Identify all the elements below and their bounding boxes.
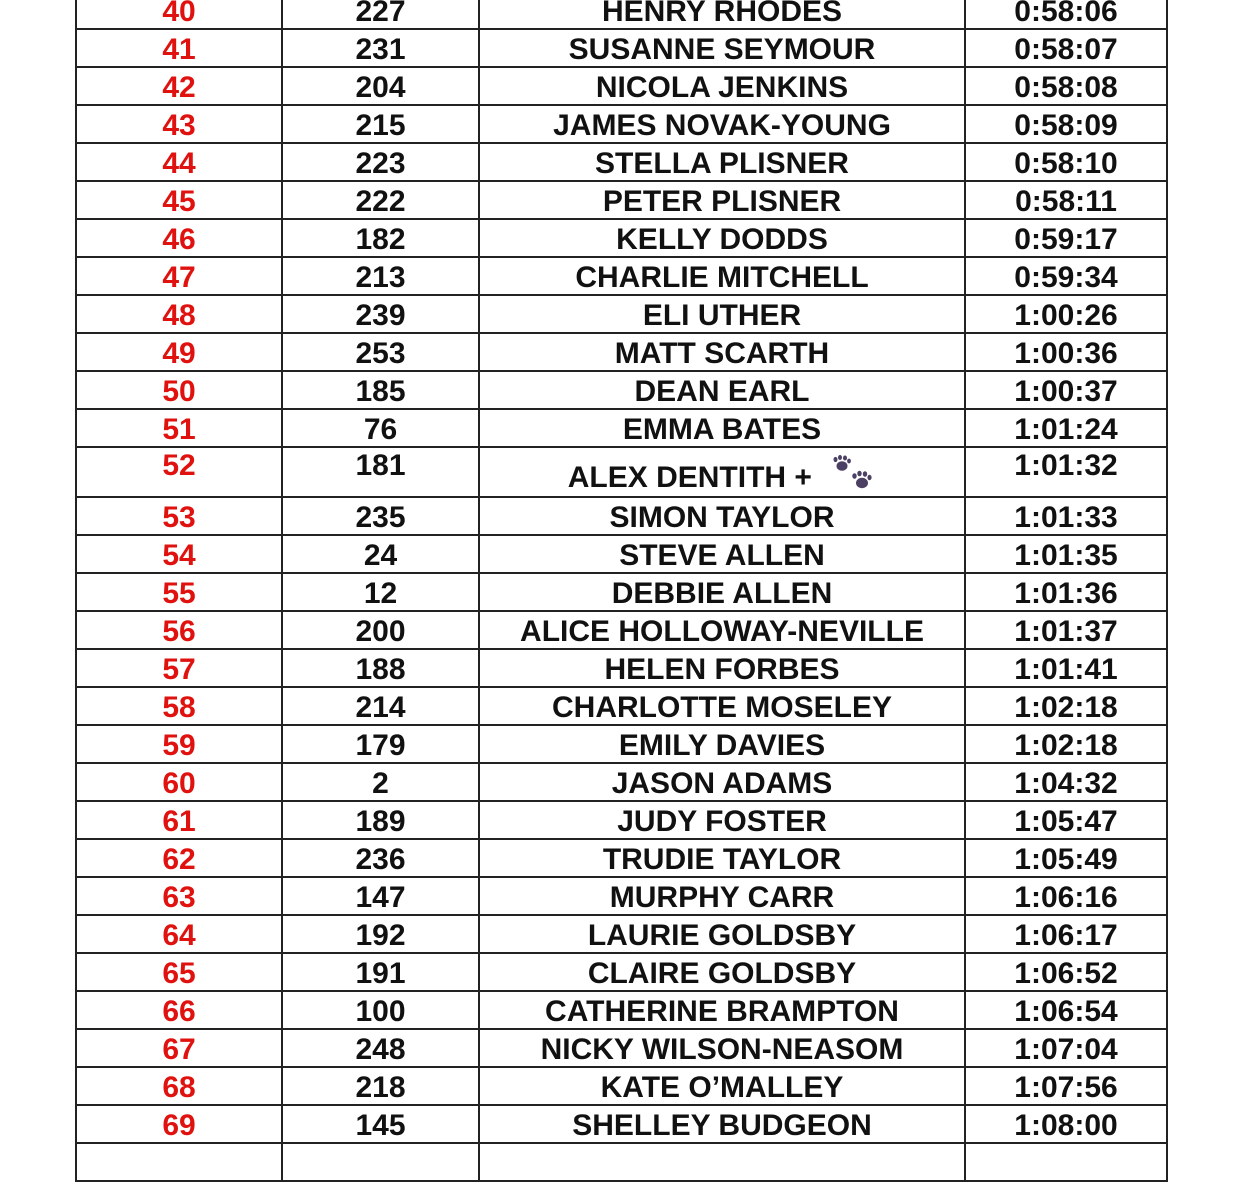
bib-number-text: 214 [355, 691, 406, 724]
runner-name-cell [479, 611, 965, 649]
finish-time-text: 1:06:54 [1014, 995, 1118, 1028]
finish-time-text: 1:00:36 [1014, 337, 1118, 370]
runner-name-text: EMMA BATES [622, 413, 822, 446]
finish-time-cell [965, 877, 1167, 915]
bib-number-cell [282, 1067, 479, 1105]
finish-time-cell [965, 1029, 1167, 1067]
finish-time-text: 1:04:32 [1014, 767, 1118, 800]
runner-name-text: NICOLA JENKINS [595, 71, 849, 104]
position-text: 45 [162, 185, 196, 218]
results-table-body [76, 0, 1167, 1181]
bib-number-text: 192 [355, 919, 406, 952]
position-text: 42 [162, 71, 196, 104]
finish-time-cell [965, 915, 1167, 953]
runner-name-cell [479, 143, 965, 181]
runner-name-cell [479, 67, 965, 105]
position-cell [76, 1105, 282, 1143]
finish-time-text: 0:58:06 [1014, 0, 1118, 28]
finish-time-text: 1:07:04 [1014, 1033, 1118, 1066]
finish-time-text: 0:58:09 [1014, 109, 1118, 142]
bib-number-text: 182 [355, 223, 406, 256]
bib-number-cell [282, 687, 479, 725]
runner-name-cell [479, 447, 965, 497]
finish-time-text: 1:07:56 [1014, 1071, 1118, 1104]
runner-name-text: PETER PLISNER [602, 185, 842, 218]
bib-number-cell [282, 0, 479, 29]
runner-name-cell [479, 1143, 965, 1181]
finish-time-cell [965, 447, 1167, 497]
table-row [76, 0, 1167, 29]
bib-number-cell [282, 105, 479, 143]
table-row [76, 1029, 1167, 1067]
finish-time-text: 0:58:10 [1014, 147, 1118, 180]
bib-number-text: 189 [355, 805, 406, 838]
table-row [76, 725, 1167, 763]
finish-time-text: 0:58:07 [1014, 33, 1118, 66]
runner-name-text: ALICE HOLLOWAY-NEVILLE [520, 615, 924, 648]
bib-number-cell [282, 839, 479, 877]
position-cell [76, 67, 282, 105]
position-cell [76, 877, 282, 915]
runner-name-text: CHARLIE MITCHELL [575, 261, 869, 294]
table-row [76, 877, 1167, 915]
bib-number-cell [282, 535, 479, 573]
finish-time-text: 1:01:36 [1014, 577, 1118, 610]
bib-number-text: 213 [355, 261, 406, 294]
runner-name-cell [479, 371, 965, 409]
position-text: 48 [162, 299, 196, 332]
finish-time-cell [965, 257, 1167, 295]
runner-name-text: HENRY RHODES [601, 0, 843, 28]
position-text: 65 [162, 957, 196, 990]
bib-number-text: 200 [355, 615, 406, 648]
runner-name-cell [479, 105, 965, 143]
runner-name-cell [479, 991, 965, 1029]
finish-time-cell [965, 497, 1167, 535]
finish-time-text: 1:00:37 [1014, 375, 1118, 408]
position-cell [76, 1067, 282, 1105]
table-row [76, 915, 1167, 953]
position-cell [76, 991, 282, 1029]
position-text: 59 [162, 729, 196, 762]
finish-time-cell [965, 143, 1167, 181]
bib-number-cell [282, 801, 479, 839]
position-cell [76, 839, 282, 877]
runner-name-text: KATE O’MALLEY [600, 1071, 844, 1104]
table-row [76, 649, 1167, 687]
position-text: 57 [162, 653, 196, 686]
runner-name-cell [479, 333, 965, 371]
bib-number-cell [282, 143, 479, 181]
position-cell [76, 953, 282, 991]
finish-time-cell [965, 0, 1167, 29]
bib-number-text: 181 [355, 449, 406, 482]
position-cell [76, 611, 282, 649]
runner-name-cell [479, 687, 965, 725]
finish-time-cell [965, 953, 1167, 991]
runner-name-text: ALEX DENTITH + [567, 461, 812, 494]
results-table [75, 0, 1168, 1182]
bib-number-cell [282, 219, 479, 257]
bib-number-cell [282, 181, 479, 219]
position-cell [76, 535, 282, 573]
runner-name-cell [479, 295, 965, 333]
finish-time-cell [965, 1067, 1167, 1105]
finish-time-cell [965, 1143, 1167, 1181]
bib-number-cell [282, 915, 479, 953]
position-cell [76, 219, 282, 257]
finish-time-cell [965, 219, 1167, 257]
position-text: 58 [162, 691, 196, 724]
runner-name-cell [479, 409, 965, 447]
runner-name-cell [479, 257, 965, 295]
runner-name-cell [479, 573, 965, 611]
table-row [76, 991, 1167, 1029]
position-text: 63 [162, 881, 196, 914]
finish-time-cell [965, 611, 1167, 649]
finish-time-text: 0:58:11 [1015, 185, 1117, 218]
runner-name-text: DEAN EARL [634, 375, 810, 408]
position-text: 40 [162, 0, 196, 28]
finish-time-text: 0:59:17 [1014, 223, 1118, 256]
runner-name-cell [479, 725, 965, 763]
table-row [76, 67, 1167, 105]
finish-time-text: 0:58:08 [1014, 71, 1118, 104]
runner-name-text: MURPHY CARR [609, 881, 835, 914]
bib-number-cell [282, 257, 479, 295]
bib-number-text: 24 [363, 539, 398, 572]
position-cell [76, 497, 282, 535]
position-cell [76, 295, 282, 333]
runner-name-cell [479, 181, 965, 219]
runner-name-text: SUSANNE SEYMOUR [568, 33, 876, 66]
table-row [76, 29, 1167, 67]
table-row [76, 257, 1167, 295]
finish-time-cell [965, 333, 1167, 371]
position-text: 56 [162, 615, 196, 648]
position-cell [76, 409, 282, 447]
runner-name-cell [479, 763, 965, 801]
bib-number-text: 147 [355, 881, 406, 914]
table-row [76, 801, 1167, 839]
bib-number-text: 191 [355, 957, 406, 990]
runner-name-text: STELLA PLISNER [595, 147, 849, 180]
finish-time-text: 1:02:18 [1014, 691, 1118, 724]
runner-name-text: JASON ADAMS [611, 767, 833, 800]
position-cell [76, 725, 282, 763]
bib-number-text: 227 [355, 0, 406, 28]
runner-name-cell [479, 1067, 965, 1105]
table-row [76, 333, 1167, 371]
runner-name-text: CLAIRE GOLDSBY [587, 957, 857, 990]
table-row [76, 687, 1167, 725]
bib-number-text: 215 [355, 109, 406, 142]
bib-number-cell [282, 573, 479, 611]
runner-name-cell [479, 839, 965, 877]
bib-number-text: 236 [355, 843, 406, 876]
runner-name-cell [479, 1029, 965, 1067]
table-row [76, 143, 1167, 181]
finish-time-text: 1:01:41 [1014, 653, 1118, 686]
bib-number-cell [282, 409, 479, 447]
runner-name-text: SHELLEY BUDGEON [572, 1109, 872, 1142]
bib-number-cell [282, 725, 479, 763]
position-text: 62 [162, 843, 196, 876]
finish-time-text: 1:02:18 [1014, 729, 1118, 762]
table-row [76, 181, 1167, 219]
runner-name-text: ELI UTHER [642, 299, 802, 332]
position-text: 53 [162, 501, 196, 534]
position-text: 61 [162, 805, 196, 838]
table-row [76, 497, 1167, 535]
runner-name-text: DEBBIE ALLEN [611, 577, 833, 610]
finish-time-cell [965, 29, 1167, 67]
position-text: 44 [162, 147, 196, 180]
position-cell [76, 0, 282, 29]
finish-time-text: 1:05:49 [1014, 843, 1118, 876]
runner-name-text: LAURIE GOLDSBY [587, 919, 857, 952]
bib-number-cell [282, 371, 479, 409]
position-cell [76, 573, 282, 611]
position-text: 64 [162, 919, 196, 952]
finish-time-text: 1:08:00 [1014, 1109, 1118, 1142]
runner-name-text: STEVE ALLEN [619, 539, 825, 572]
bib-number-text: 145 [355, 1109, 406, 1142]
bib-number-cell [282, 1029, 479, 1067]
finish-time-cell [965, 763, 1167, 801]
finish-time-text: 1:06:17 [1014, 919, 1118, 952]
table-row [76, 371, 1167, 409]
position-cell [76, 257, 282, 295]
runner-name-cell [479, 29, 965, 67]
position-cell [76, 915, 282, 953]
finish-time-text: 1:01:37 [1014, 615, 1118, 648]
table-row [76, 839, 1167, 877]
position-cell [76, 1143, 282, 1181]
bib-number-cell [282, 29, 479, 67]
position-cell [76, 763, 282, 801]
runner-name-text: JUDY FOSTER [617, 805, 827, 838]
position-cell [76, 687, 282, 725]
table-row [76, 447, 1167, 497]
position-text: 60 [162, 767, 196, 800]
position-cell [76, 801, 282, 839]
position-cell [76, 447, 282, 497]
finish-time-cell [965, 409, 1167, 447]
bib-number-text: 248 [355, 1033, 406, 1066]
position-text: 69 [162, 1109, 196, 1142]
bib-number-text: 185 [355, 375, 406, 408]
bib-number-cell [282, 295, 479, 333]
runner-name-text: HELEN FORBES [604, 653, 840, 686]
position-text: 46 [162, 223, 196, 256]
finish-time-text: 1:01:33 [1014, 501, 1118, 534]
finish-time-cell [965, 1105, 1167, 1143]
bib-number-cell [282, 1143, 479, 1181]
bib-number-cell [282, 611, 479, 649]
bib-number-text: 222 [355, 185, 406, 218]
position-cell [76, 29, 282, 67]
bib-number-cell [282, 497, 479, 535]
position-cell [76, 143, 282, 181]
table-row [76, 295, 1167, 333]
finish-time-text: 1:06:16 [1014, 881, 1118, 914]
table-row [76, 763, 1167, 801]
bib-number-cell [282, 991, 479, 1029]
bib-number-cell [282, 953, 479, 991]
position-text: 54 [162, 539, 196, 572]
bib-number-text: 239 [355, 299, 406, 332]
runner-name-text: EMILY DAVIES [618, 729, 826, 762]
finish-time-cell [965, 801, 1167, 839]
table-row [76, 219, 1167, 257]
finish-time-cell [965, 573, 1167, 611]
bib-number-text: 231 [355, 33, 406, 66]
bib-number-cell [282, 333, 479, 371]
finish-time-text: 1:00:26 [1014, 299, 1118, 332]
position-text: 41 [162, 33, 196, 66]
bib-number-cell [282, 447, 479, 497]
runner-name-cell [479, 649, 965, 687]
bib-number-cell [282, 649, 479, 687]
bib-number-text: 100 [355, 995, 406, 1028]
runner-name-text: KELLY DODDS [616, 223, 828, 256]
position-cell [76, 371, 282, 409]
bib-number-text: 218 [355, 1071, 406, 1104]
runner-name-text: JAMES NOVAK-YOUNG [553, 109, 891, 142]
runner-name-text: NICKY WILSON-NEASOM [540, 1033, 904, 1066]
table-row [76, 1105, 1167, 1143]
position-text: 52 [162, 449, 196, 482]
bib-number-text: 76 [363, 413, 398, 446]
finish-time-text: 1:01:35 [1014, 539, 1118, 572]
position-text: 55 [162, 577, 196, 610]
finish-time-cell [965, 105, 1167, 143]
bib-number-text: 188 [355, 653, 406, 686]
runner-name-cell [479, 953, 965, 991]
runner-name-text: CATHERINE BRAMPTON [545, 995, 899, 1028]
finish-time-cell [965, 295, 1167, 333]
runner-name-cell [479, 1105, 965, 1143]
table-row [76, 611, 1167, 649]
table-row [76, 1143, 1167, 1181]
position-cell [76, 649, 282, 687]
runner-name-text: SIMON TAYLOR [609, 501, 835, 534]
finish-time-cell [965, 991, 1167, 1029]
table-row [76, 1067, 1167, 1105]
position-text: 49 [162, 337, 196, 370]
finish-time-cell [965, 67, 1167, 105]
finish-time-text: 1:01:32 [1014, 449, 1118, 482]
runner-name-text: CHARLOTTE MOSELEY [551, 691, 892, 724]
position-cell [76, 1029, 282, 1067]
finish-time-cell [965, 687, 1167, 725]
finish-time-text: 0:59:34 [1014, 261, 1118, 294]
bib-number-cell [282, 1105, 479, 1143]
position-text: 50 [162, 375, 196, 408]
bib-number-cell [282, 877, 479, 915]
bib-number-cell [282, 67, 479, 105]
paw-prints-icon [832, 455, 876, 493]
finish-time-text: 1:06:52 [1014, 957, 1118, 990]
position-cell [76, 333, 282, 371]
bib-number-text: 235 [355, 501, 406, 534]
position-text: 47 [162, 261, 196, 294]
bib-number-text: 12 [363, 577, 398, 610]
bib-number-text: 2 [372, 767, 389, 800]
finish-time-cell [965, 725, 1167, 763]
bib-number-text: 204 [355, 71, 406, 104]
table-row [76, 535, 1167, 573]
table-row [76, 953, 1167, 991]
bib-number-text: 223 [355, 147, 406, 180]
position-text: 43 [162, 109, 196, 142]
runner-name-text: TRUDIE TAYLOR [602, 843, 842, 876]
position-cell [76, 181, 282, 219]
position-text: 67 [162, 1033, 196, 1066]
position-text: 51 [162, 413, 196, 446]
finish-time-cell [965, 535, 1167, 573]
runner-name-cell [479, 0, 965, 29]
finish-time-text: 1:01:24 [1014, 413, 1118, 446]
bib-number-text: 253 [355, 337, 406, 370]
runner-name-cell [479, 535, 965, 573]
finish-time-cell [965, 839, 1167, 877]
runner-name-text: MATT SCARTH [614, 337, 830, 370]
runner-name-cell [479, 219, 965, 257]
finish-time-cell [965, 649, 1167, 687]
table-row [76, 573, 1167, 611]
bib-number-cell [282, 763, 479, 801]
finish-time-cell [965, 181, 1167, 219]
bib-number-text: 179 [355, 729, 406, 762]
position-text: 66 [162, 995, 196, 1028]
runner-name-cell [479, 877, 965, 915]
finish-time-text: 1:05:47 [1014, 805, 1118, 838]
runner-name-cell [479, 915, 965, 953]
position-cell [76, 105, 282, 143]
runner-name-cell [479, 497, 965, 535]
position-text: 68 [162, 1071, 196, 1104]
table-row [76, 409, 1167, 447]
table-row [76, 105, 1167, 143]
runner-name-cell [479, 801, 965, 839]
finish-time-cell [965, 371, 1167, 409]
